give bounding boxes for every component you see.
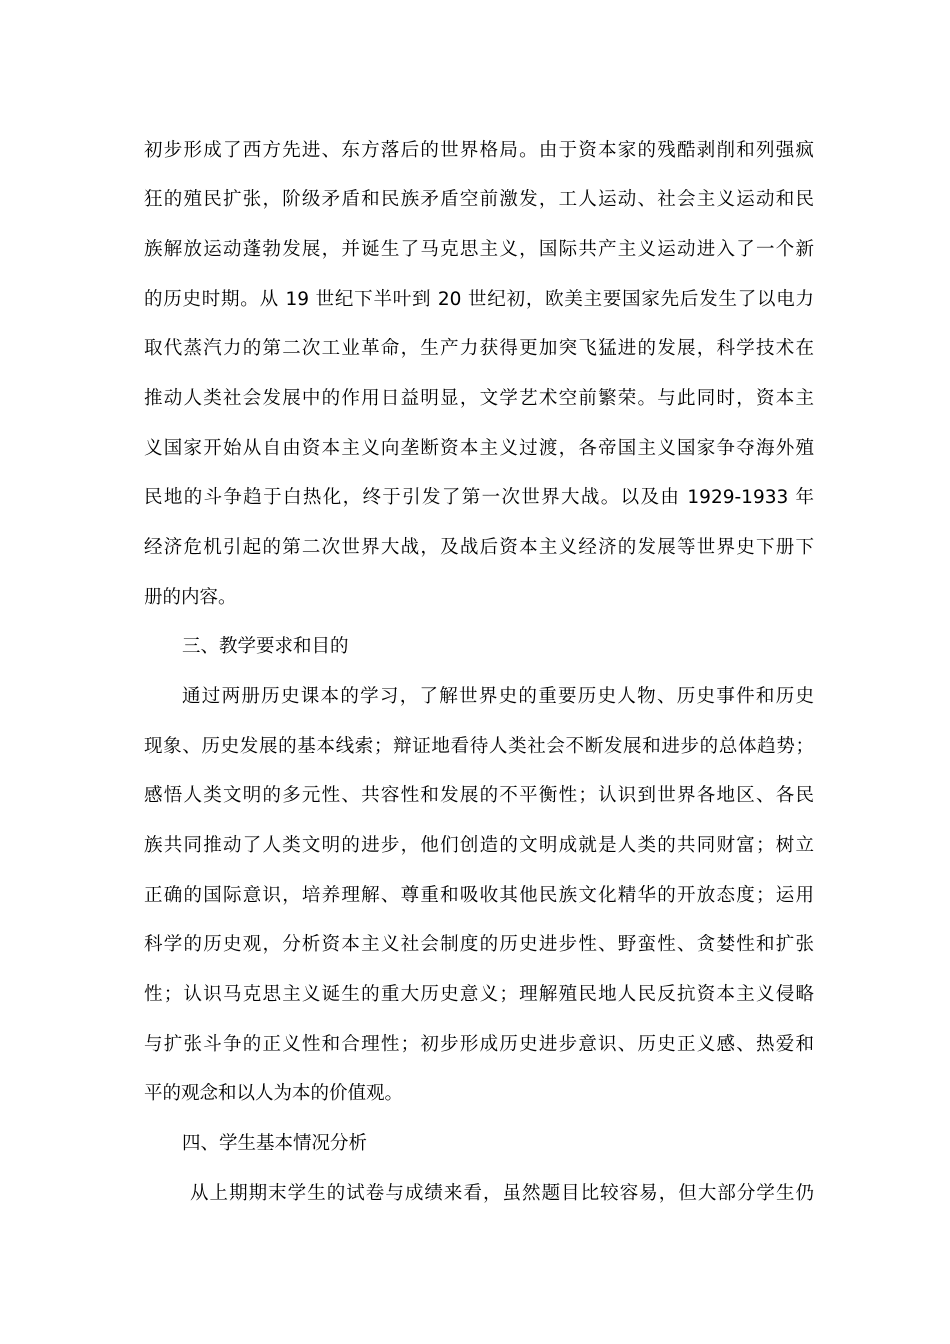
paragraph-line: 性；认识马克思主义诞生的重大历史意义；理解殖民地人民反抗资本主义侵略	[144, 984, 814, 1005]
paragraph-line: 取代蒸汽力的第二次工业革命，生产力获得更加突飞猛进的发展，科学技术在	[144, 338, 814, 359]
paragraph-line: 初步形成了西方先进、东方落后的世界格局。由于资本家的残酷剥削和列强疯	[144, 140, 814, 161]
paragraph-line: 科学的历史观，分析资本主义社会制度的历史进步性、野蛮性、贪婪性和扩张	[144, 934, 814, 955]
paragraph-line: 平的观念和以人为本的价值观。	[144, 1083, 404, 1104]
paragraph-line: 册的内容。	[144, 587, 237, 608]
section-heading: 三、教学要求和目的	[182, 636, 349, 657]
section-heading: 四、学生基本情况分析	[182, 1133, 368, 1154]
paragraph-line: 现象、历史发展的基本线索；辩证地看待人类社会不断发展和进步的总体趋势；	[144, 736, 814, 757]
paragraph-line: 义国家开始从自由资本主义向垄断资本主义过渡，各帝国主义国家争夺海外殖	[144, 438, 814, 459]
paragraph-line: 感悟人类文明的多元性、共容性和发展的不平衡性；认识到世界各地区、各民	[144, 785, 814, 806]
paragraph-line: 推动人类社会发展中的作用日益明显，文学艺术空前繁荣。与此同时，资本主	[144, 388, 814, 409]
paragraph-line: 经济危机引起的第二次世界大战，及战后资本主义经济的发展等世界史下册下	[144, 537, 814, 558]
paragraph-line: 从上期期末学生的试卷与成绩来看，虽然题目比较容易，但大部分学生仍	[190, 1183, 814, 1204]
paragraph-line: 正确的国际意识，培养理解、尊重和吸收其他民族文化精华的开放态度；运用	[144, 885, 814, 906]
paragraph-line: 族共同推动了人类文明的进步，他们创造的文明成就是人类的共同财富；树立	[144, 835, 814, 856]
paragraph-line: 民地的斗争趋于白热化，终于引发了第一次世界大战。以及由 1929-1933 年	[144, 487, 814, 508]
paragraph-line: 通过两册历史课本的学习，了解世界史的重要历史人物、历史事件和历史	[182, 686, 814, 707]
paragraph-line: 的历史时期。从 19 世纪下半叶到 20 世纪初，欧美主要国家先后发生了以电力	[144, 289, 814, 310]
paragraph-line: 族解放运动蓬勃发展，并诞生了马克思主义，国际共产主义运动进入了一个新	[144, 239, 814, 260]
paragraph-line: 与扩张斗争的正义性和合理性；初步形成历史进步意识、历史正义感、热爱和	[144, 1034, 814, 1055]
paragraph-line: 狂的殖民扩张，阶级矛盾和民族矛盾空前激发，工人运动、社会主义运动和民	[144, 189, 814, 210]
